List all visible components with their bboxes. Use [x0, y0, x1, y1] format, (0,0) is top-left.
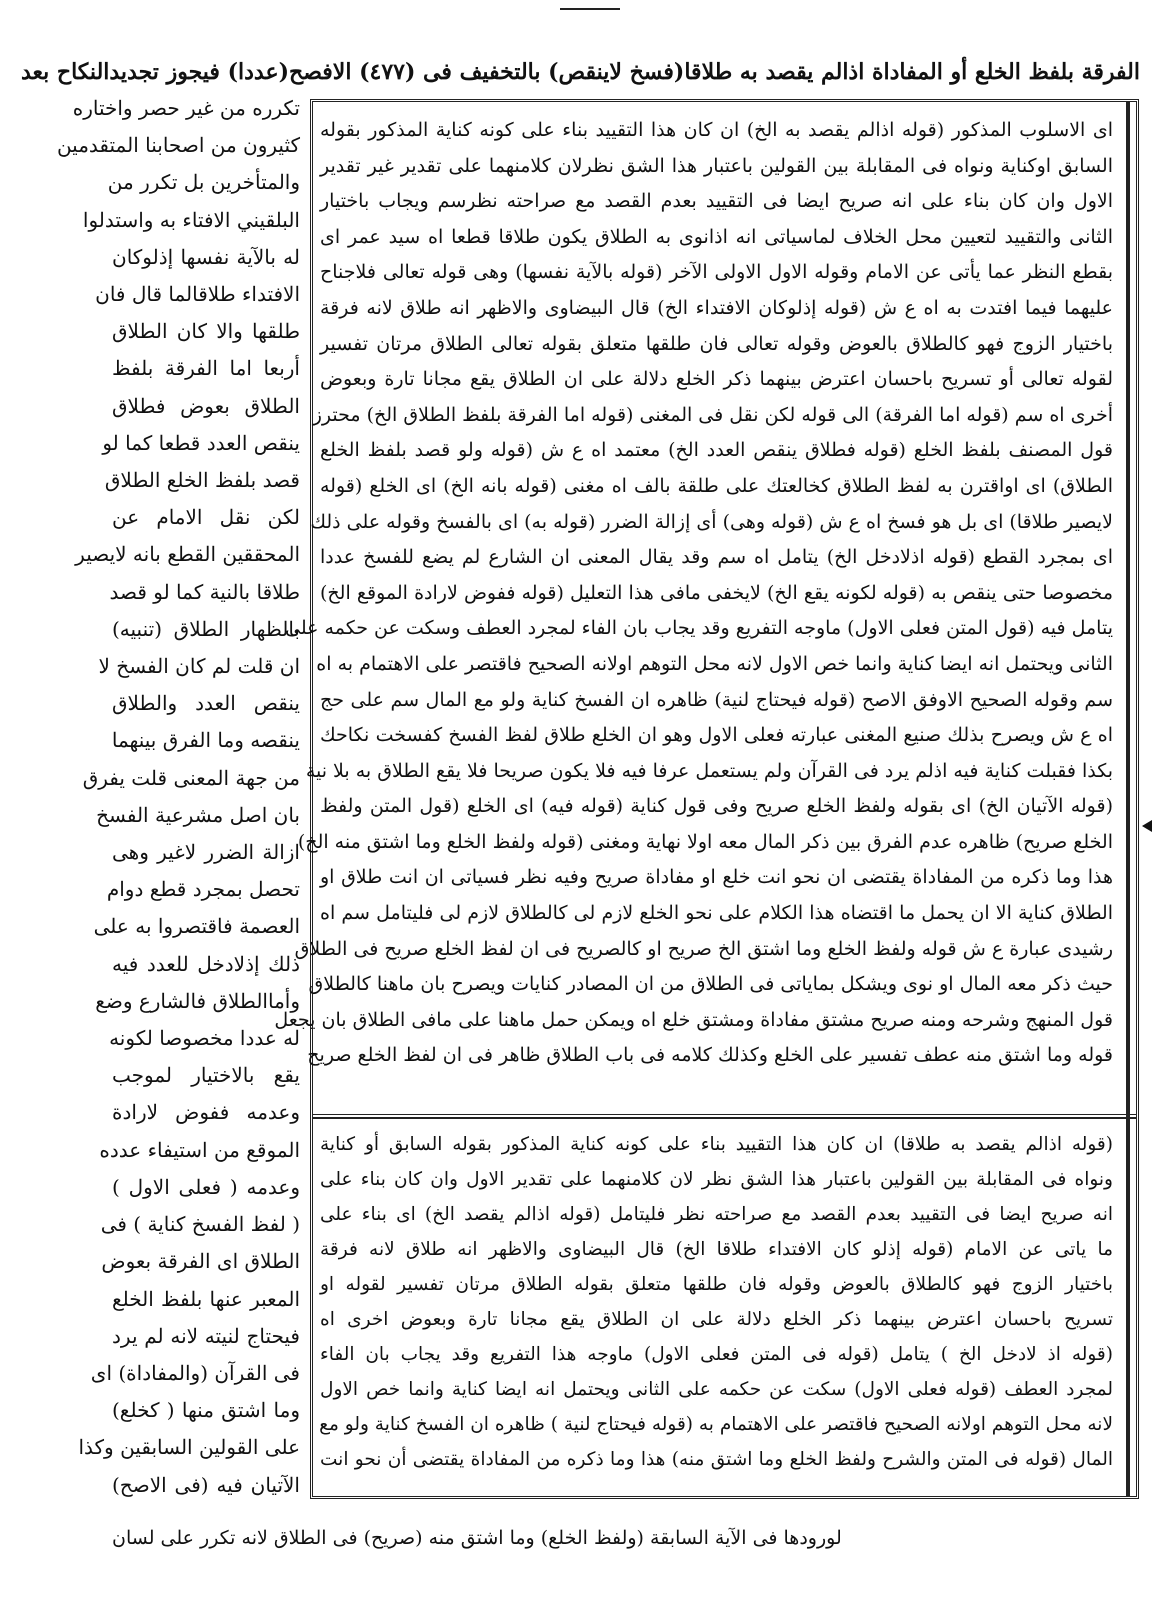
- commentary-line: بكذا فقبلت كناية فيه اذلم يرد فى القرآن ولم يستعمل عرفا فيه فلا يكون صريحا فلا يقع الطلاق به بلا نية: [305, 759, 1113, 782]
- side-column-line: ينقص العدد والطلاق: [112, 691, 300, 716]
- commentary-line: هذا وما ذكره من المفاداة يقتضى ان نحو انت خلع او مفاداة صريح وفيه نظر فسياتى ان انت طلاق او: [320, 866, 1113, 889]
- commentary-line: الطلاق كناية الا ان يحمل ما اقتضاه هذا الكلام على نحو الخلع لازم لى كالطلاق لازم لى فليتامل سم اه: [320, 902, 1113, 925]
- commentary-text: [274, 113, 1113, 1111]
- commentary-line: رشيدى عبارة ع ش قوله ولفظ الخلع وما اشتق الخ صريح او كالصريح فى ان لفظ الخلع صريح فى الطلاق: [294, 937, 1113, 960]
- side-column-text: [56, 90, 300, 1497]
- page-header: الفرقة بلفظ الخلع أو المفاداة اذالم يقصد به طلاقا(فسخ لاينقص) بالتخفيف فى (٤٧٧) الافصح(عددا) فيجوز تجديدالنكاح بعد: [20, 59, 1140, 85]
- commentary-line: لقوله تعالى أو تسريح باحسان اعترض بينهما ذكر الخلع دلالة على ان الطلاق يقع مجانا تارة وبعوض: [320, 368, 1113, 391]
- footnote-line: ما ياتى عن الامام (قوله إذلو كان الافتداء طلاقا الخ) قال البيضاوى والاظهر انه طلاق لانه فرقة: [320, 1239, 1113, 1260]
- commentary-line: سم وقوله الصحيح الاوفق الاصح (قوله فيحتاج لنية) ظاهره ان الفسخ كناية ولو مع المال سم على حج: [320, 688, 1113, 711]
- commentary-line: (قوله الآتيان الخ) اى بقوله ولفظ الخلع صريح وفى قول كناية (قوله فيه) اى الخلع (قول المتن ولفظ: [320, 795, 1113, 818]
- side-column-line: تكرره من غير حصر واختاره: [72, 96, 300, 120]
- footnote-line: تسريح باحسان اعترض بينهما ذكر الخلع دلالة على ان الطلاق يقع مجانا تارة وبعوض اخرى اه: [320, 1309, 1113, 1330]
- footnote-line: باختيار الزوج فهو كالطلاق بالعوض وقوله فان طلقها متعلق بقوله الطلاق مرتان تفسير لقوله او: [320, 1274, 1113, 1295]
- side-column-line: وأماالطلاق فالشارع وضع: [95, 988, 300, 1013]
- top-rule: [560, 8, 620, 10]
- commentary-line: الخلع صريح) ظاهره عدم الفرق بين ذكر المال معه اولا نهاية ومغنى (قوله ولفظ الخلع وما اشتق منه الخ): [297, 830, 1113, 853]
- commentary-line: السابق اوكناية ونواه فى المقابلة بين القولين باعتبار هذا الشق نظرلان كلامنهما على تقدير غير تقدير: [320, 154, 1113, 177]
- side-column-line: المحققين القطع بانه لايصير: [75, 542, 300, 567]
- commentary-line: الطلاق) اى اواقترن به لفظ الطلاق كخالعتك على طلقة بالف اه مغنى (قوله بانه الخ) اى الخلع (قوله: [320, 474, 1113, 497]
- side-column-line: وعدمه ( فعلى الاول ): [112, 1174, 300, 1199]
- side-column-line: ينقص العدد قطعا كما لو: [102, 430, 300, 455]
- footnote-line: لانه محل التوهم اولانه الصحيح فاقتصر على الاهتمام به (قوله فيحتاج لنية ) ظاهره ان الفسخ كناية ولو مع: [319, 1414, 1113, 1435]
- side-column-line: المعبر عنها بلفظ الخلع: [112, 1286, 300, 1311]
- side-column-line: بان اصل مشرعية الفسخ: [96, 802, 300, 827]
- side-column-line: على القولين السابقين وكذا: [78, 1435, 300, 1460]
- commentary-line: الاول وان كان بناء على انه صريح ايضا فى التقييد بعدم القصد مع صراحته نظرسم ويجاب باختيار: [320, 190, 1113, 213]
- commentary-line: مخصوصا حتى ينقص به (قوله لكونه يقع الخ) لايخفى مافى هذا التعليل (قوله ففوض لارادة الموقع الخ): [320, 581, 1113, 604]
- side-column-line: يقع بالاختيار لموجب: [112, 1063, 300, 1088]
- side-column-line: ( لفظ الفسخ كناية ) فى: [100, 1212, 300, 1237]
- commentary-line: حيث ذكر معه المال او نوى ويشكل بماياتى فى الطلاق من ان المصادر كنايات ويصرح بان ماهنا كالطلاق: [308, 973, 1113, 996]
- side-column-line: له عددا مخصوصا لكونه: [109, 1026, 300, 1051]
- commentary-line: أخرى اه سم (قوله اما الفرقة) الى قوله لكن نقل فى المغنى (قوله اما الفرقة بلفظ الطلاق الخ) محترز: [312, 403, 1113, 426]
- side-column-line: كثيرون من اصحابنا المتقدمين: [56, 133, 300, 158]
- commentary-line: اه ع ش ويصرح بذلك صنيع المغنى عبارته فعلى الاول وهو ان الخلع طلاق لفظ الفسخ كفسخت نكاحك: [320, 724, 1113, 747]
- side-column-line: له بالآية نفسها إذلوكان: [112, 244, 300, 269]
- side-column-line: ان قلت لم كان الفسخ لا: [98, 654, 300, 679]
- footnote-line: ونواه فى المقابلة بين القولين باعتبار هذا الشق نظر لان كلامنهما على تقدير الاول وان كان بناء على: [320, 1169, 1113, 1190]
- footnote-line: (قوله اذ لادخل الخ ) يتامل (قوله فى المتن فعلى الاول) ماوجه هذا التفريع وقد يجاب بان الفاء: [320, 1344, 1113, 1365]
- side-column-line: ازالة الضرر لاغير وهى: [112, 840, 300, 865]
- side-column-line: وعدمه ففوض لارادة: [112, 1100, 300, 1125]
- commentary-line: الثانى ويحتمل انه ايضا كناية وانما خص الاول لانه محل التوهم اولانه الصحيح فاقتصر على الاهتمام به اه: [316, 652, 1113, 675]
- commentary-line: الثانى والتقييد لتعيين محل الخلاف لماسياتى انه اذانوى به الطلاق يكون طلاقا قطعا اه سيد عمر اى: [320, 225, 1113, 248]
- frame-right-bar: [1126, 102, 1130, 1496]
- footnote-line: لمجرد العطف (قوله فعلى الاول) سكت عن حكمه على الثانى ويحتمل انه ايضا كناية وانما خص الاول: [320, 1379, 1113, 1400]
- commentary-line: اى بمجرد القطع (قوله اذلادخل الخ) يتامل اه سم وقد يقال المعنى ان الشارع لم يضع للفسخ عددا: [320, 546, 1113, 569]
- side-column-line: أربعا اما الفرقة بلفظ: [112, 356, 300, 381]
- footnote-text: [320, 1127, 1113, 1485]
- page-footer-line: لورودها فى الآية السابقة (ولفظ الخلع) وما اشتق منه (صريح) فى الطلاق لانه تكرر على لسان: [112, 1527, 842, 1549]
- side-column-line: الطلاق بعوض فطلاق: [112, 393, 300, 418]
- side-column-line: فيحتاج لنيته لانه لم يرد: [112, 1323, 300, 1348]
- side-column-line: من جهة المعنى قلت يفرق: [82, 765, 300, 790]
- commentary-line: قوله وما اشتق منه عطف تفسير على الخلع وكذلك كلامه فى باب الطلاق ظاهر فى ان لفظ الخلع صريح: [307, 1044, 1113, 1067]
- page-marker-arrow-icon: [1142, 820, 1152, 832]
- commentary-line: قول المصنف بلفظ الخلع (قوله فطلاق ينقص العدد الخ) معتمد اه ع ش (قوله ولو قصد بلفظ الخلع: [320, 439, 1113, 462]
- side-column-line: الافتداء طلاقالما قال فان: [95, 282, 300, 307]
- commentary-line: عليهما فيما افتدت به اه ع ش (قوله إذلوكان الافتداء الخ) قال البيضاوى والاظهر انه طلاق لانه فرقة: [320, 296, 1113, 319]
- commentary-line: باختيار الزوج فهو كالطلاق بالعوض وقوله تعالى فان طلقها متعلق بقوله تعالى الطلاق مرتان تفسير: [320, 332, 1113, 355]
- footnote-line: انه صريح ايضا فى التقييد بعدم القصد مع صراحته نظر فليتامل (قوله اذالم يقصد الخ) اى بناء على: [320, 1204, 1113, 1225]
- side-column-line: ينقصه وما الفرق بينهما: [111, 728, 300, 753]
- side-column-line: الطلاق اى الفرقة بعوض: [101, 1249, 300, 1274]
- commentary-line: قول المنهج وشرحه ومنه صريح مشتق مفاداة ومشتق خلع اه ويمكن حمل ماهنا على مافى الطلاق بان يجعل: [274, 1008, 1113, 1031]
- side-column-line: تحصل بمجرد قطع دوام: [106, 877, 300, 902]
- commentary-line: لايصير طلاقا) اى بل هو فسخ اه ع ش (قوله وهى) أى إزالة الضرر (قوله به) اى بالفسخ وقوله على ذلك: [310, 510, 1113, 533]
- side-column-line: بالظهار الطلاق (تنبيه): [112, 616, 300, 641]
- footnote-line: (قوله اذالم يقصد به طلاقا) ان كان هذا التقييد بناء على كونه كناية المذكور بقوله السابق أو كناية: [320, 1134, 1113, 1155]
- side-column-line: فى القرآن (والمفاداة) اى: [90, 1360, 300, 1385]
- side-column-line: وما اشتق منها ( كخلع): [112, 1398, 300, 1423]
- side-column-line: العصمة فاقتصروا به على: [93, 914, 300, 939]
- side-column-line: طلاقا بالنية كما لو قصد: [109, 579, 300, 604]
- side-column-line: البلقيني الافتاء به واستدلوا: [82, 207, 300, 232]
- side-column-line: والمتأخرين بل تكرر من: [107, 170, 300, 195]
- side-column-line: طلقها والا كان الطلاق: [112, 319, 300, 344]
- side-column-line: قصد بلفظ الخلع الطلاق: [104, 468, 300, 493]
- commentary-line: اى الاسلوب المذكور (قوله اذالم يقصد به الخ) ان كان هذا التقييد بناء على كونه كناية المذكور بقوله: [320, 119, 1113, 141]
- side-column-line: ذلك إذلادخل للعدد فيه: [112, 951, 300, 976]
- commentary-line: يتامل فيه (قول المتن فعلى الاول) ماوجه التفريع وقد يجاب بان الفاء لمجرد العطف وسكت عن حكمه على: [285, 617, 1113, 640]
- side-column-line: الآتيان فيه (فى الاصح): [112, 1472, 300, 1497]
- commentary-line: بقطع النظر عما يأتى عن الامام وقوله الاول الاولى الآخر (قوله بالآية نفسها) وهى قوله تعالى فلاجناح: [320, 261, 1113, 284]
- footnote-line: المال (قوله فى المتن والشرح ولفظ الخلع وما اشتق منه) هذا وما ذكره من المفاداة يقتضى أن نحو انت: [320, 1449, 1113, 1470]
- side-column-line: الموقع من استيفاء عدده: [99, 1137, 300, 1162]
- side-column-line: لكن نقل الامام عن: [112, 505, 300, 530]
- section-divider: [312, 1114, 1136, 1119]
